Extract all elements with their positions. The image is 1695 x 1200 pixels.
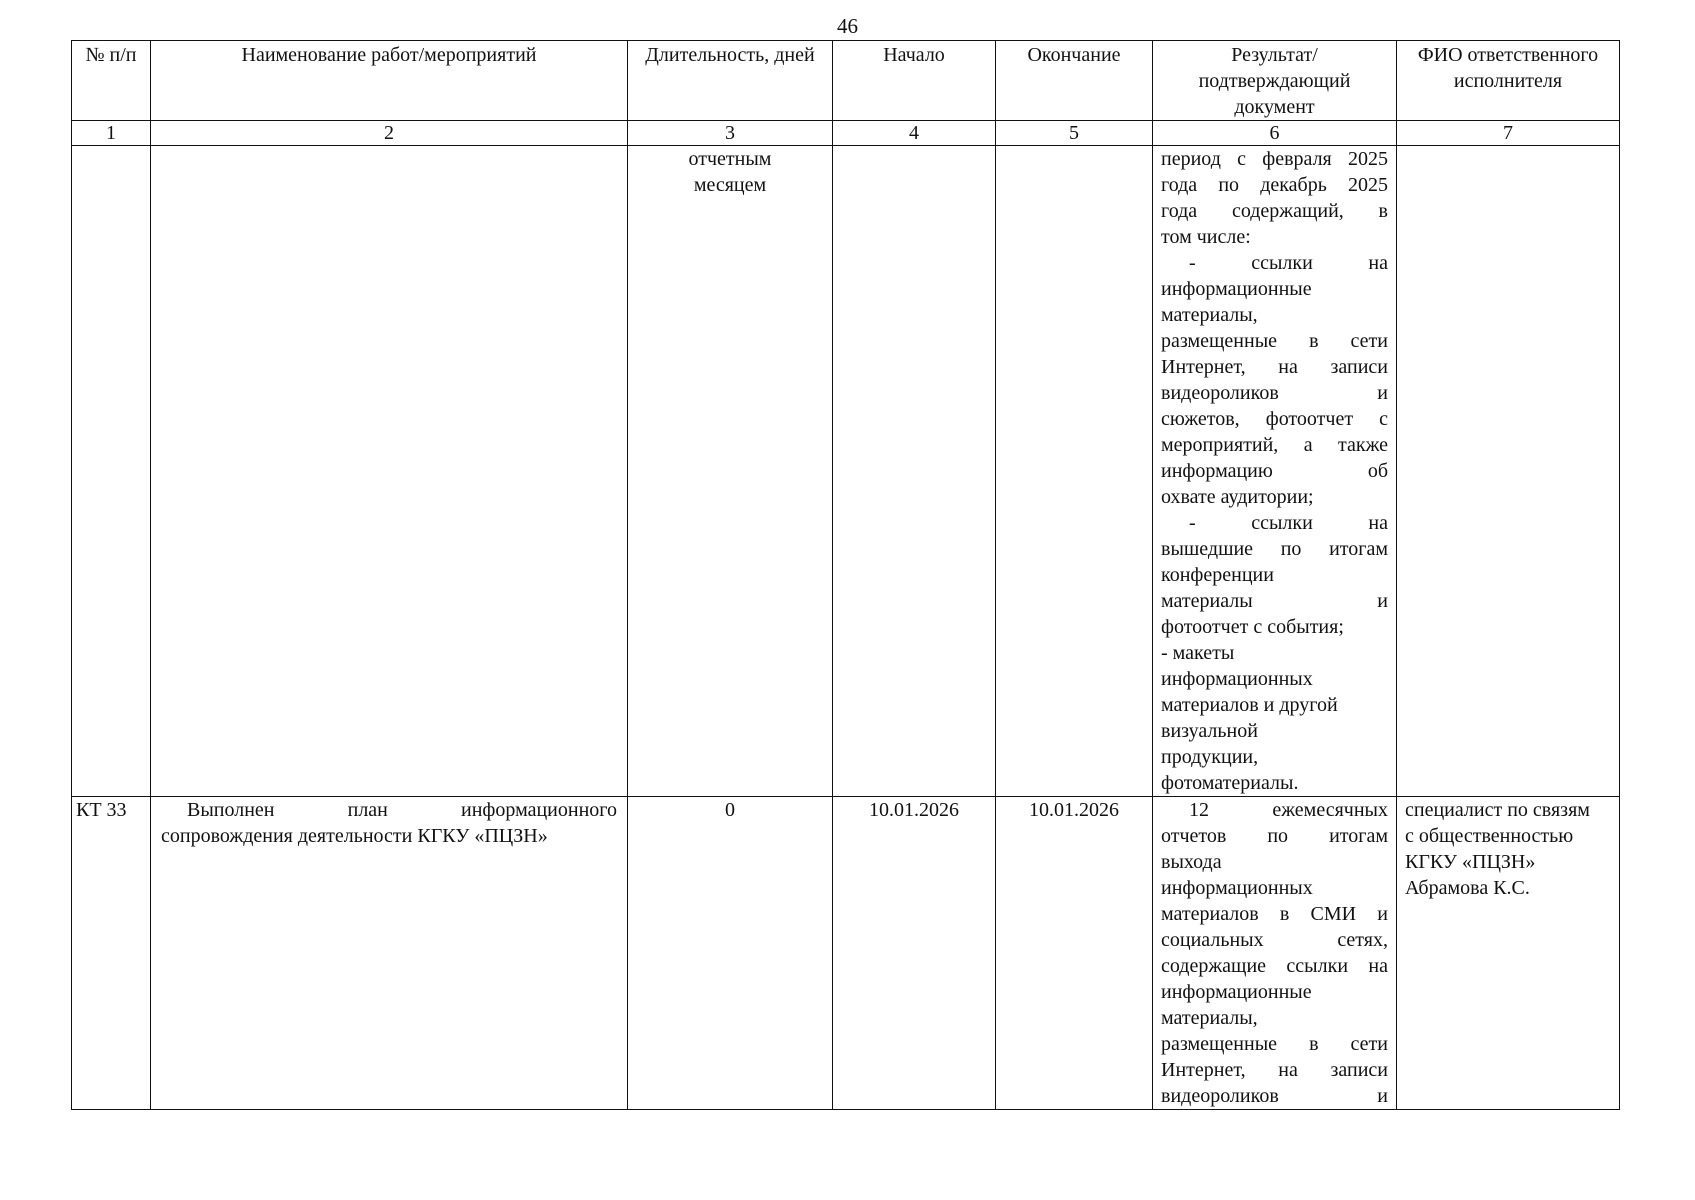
result-line: года содержащий, в (1161, 200, 1388, 222)
table-row-kt33 (72, 797, 1620, 1110)
result-line: информационные (1161, 981, 1312, 1003)
result-line: года по декабрь 2025 (1161, 174, 1388, 196)
responsible-line: Абрамова К.С. (1405, 877, 1530, 899)
column-number: 2 (151, 121, 628, 146)
result-line: материалы, (1161, 304, 1258, 326)
result-line: продукции, (1161, 746, 1259, 768)
result-line: материалы и (1161, 590, 1388, 612)
column-number: 5 (996, 121, 1153, 146)
name-line: сопровождения деятельности КГКУ «ПЦЗН» (161, 825, 548, 847)
responsible-line: специалист по связям (1405, 799, 1590, 821)
result-line: размещенные в сети (1161, 330, 1388, 352)
result-line: выхода (1161, 851, 1222, 873)
column-number: 6 (1153, 121, 1397, 146)
table-row-continuation (72, 146, 1620, 797)
result-line: охвате аудитории; (1161, 486, 1314, 508)
header-responsible: ФИО ответственного исполнителя (1397, 41, 1620, 121)
cell-number: КТ 33 (72, 797, 151, 1110)
result-line: видеороликов и (1161, 1085, 1388, 1107)
name-line: Выполнен план информационного (187, 799, 617, 821)
result-line: информационных (1161, 668, 1313, 690)
header-start: Начало (833, 41, 996, 121)
cell-responsible (1397, 797, 1620, 1110)
result-line: размещенные в сети (1161, 1033, 1388, 1055)
header-row (72, 41, 1620, 121)
column-number-row (72, 121, 1620, 146)
result-line: - ссылки на (1189, 512, 1388, 534)
responsible-line: КГКУ «ПЦЗН» (1405, 851, 1536, 873)
cell-start: 10.01.2026 (833, 797, 996, 1110)
cell-result (1153, 146, 1397, 797)
cell-name (151, 146, 628, 797)
result-line: вышедшие по итогам (1161, 538, 1388, 560)
result-line: материалов и другой (1161, 694, 1338, 716)
result-line: содержащие ссылки на (1161, 955, 1388, 977)
page-number: 46 (837, 14, 858, 38)
column-number: 1 (72, 121, 151, 146)
result-line: конференции (1161, 564, 1274, 586)
result-line: отчетов по итогам (1161, 825, 1388, 847)
result-line: информационных (1161, 877, 1313, 899)
work-plan-table (71, 40, 1620, 1110)
result-line: информацию об (1161, 460, 1388, 482)
duration-line: месяцем (693, 174, 767, 196)
result-line: фотоматериалы. (1161, 772, 1299, 794)
result-line: визуальной (1161, 720, 1258, 742)
column-number: 4 (833, 121, 996, 146)
result-line: Интернет, на записи (1161, 1059, 1388, 1081)
result-line: видеороликов и (1161, 382, 1388, 404)
result-line: информационные (1161, 278, 1312, 300)
result-line: - ссылки на (1189, 252, 1388, 274)
result-line: Интернет, на записи (1161, 356, 1388, 378)
column-number: 7 (1397, 121, 1620, 146)
result-line: социальных сетях, (1161, 929, 1388, 951)
header-end: Окончание (996, 41, 1153, 121)
result-line: период с февраля 2025 (1161, 148, 1388, 170)
result-line: - макеты (1161, 642, 1235, 664)
cell-end: 10.01.2026 (996, 797, 1153, 1110)
header-result: Результат/ подтверждающий документ (1153, 41, 1397, 121)
cell-name (151, 797, 628, 1110)
cell-duration: 0 (628, 797, 833, 1110)
responsible-line: с общественностью (1405, 825, 1574, 847)
result-line: материалов в СМИ и (1161, 903, 1388, 925)
result-line: сюжетов, фотоотчет с (1161, 408, 1388, 430)
cell-start (833, 146, 996, 797)
column-number: 3 (628, 121, 833, 146)
header-name: Наименование работ/мероприятий (151, 41, 628, 121)
cell-responsible (1397, 146, 1620, 797)
cell-end (996, 146, 1153, 797)
result-line: мероприятий, а также (1161, 434, 1388, 456)
header-number: № п/п (72, 41, 151, 121)
result-line: фотоотчет с события; (1161, 616, 1344, 638)
duration-line: отчетным (688, 148, 772, 170)
result-line: 12 ежемесячных (1189, 799, 1388, 821)
result-line: том числе: (1161, 226, 1251, 248)
header-duration: Длительность, дней (628, 41, 833, 121)
result-line: материалы, (1161, 1007, 1258, 1029)
cell-result (1153, 797, 1397, 1110)
cell-number (72, 146, 151, 797)
cell-duration (628, 146, 833, 797)
